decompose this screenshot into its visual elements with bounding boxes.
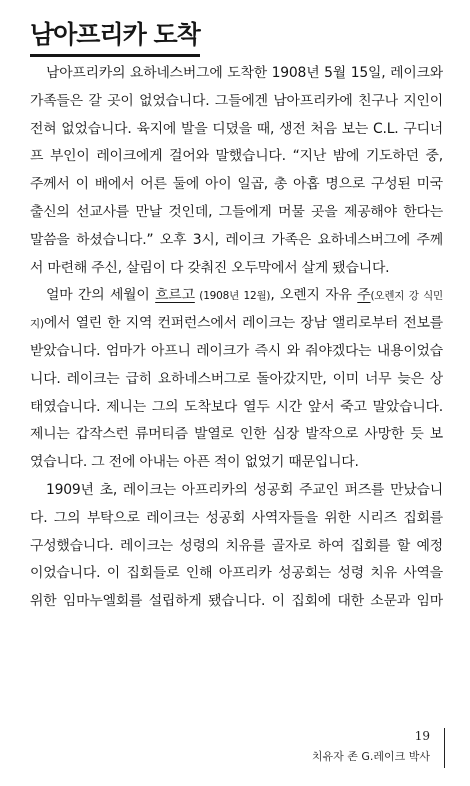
text-run: 얼마 간의 세월이 (46, 287, 156, 304)
paragraph-2 (30, 282, 443, 477)
date-note: (1908년 12월) (194, 290, 271, 303)
footer-divider (444, 728, 445, 768)
text-line: 구성했습니다. 레이크는 성령의 치유를 골자로 하여 집회를 할 예정 (30, 537, 443, 554)
text-line: 말씀을 하셨습니다.” 오후 3시, 레이크 가족은 요하네스버그에 주께 (30, 231, 443, 248)
section-title: 남아프리카 도착 (30, 18, 200, 57)
underlined-text: 흐르고 (155, 287, 195, 304)
text-line: 전혀 없었습니다. 육지에 발을 디뎠을 때, 생전 처음 보는 C.L. 구디너 (30, 120, 443, 137)
text-line: 주께서 이 배에서 어른 둘에 아이 일곱, 총 아홉 명으로 구성된 미국 (30, 176, 443, 193)
text-line (30, 282, 443, 310)
text-line: 1909년 초, 레이크는 아프리카의 성공회 주교인 퍼즈를 만났습니 (46, 481, 443, 498)
running-title: 치유자 존 G.레이크 박사 (311, 750, 430, 763)
place-note: (오렌지 강 식민 (370, 290, 443, 303)
text-line: 남아프리카의 요하네스버그에 도착한 1908년 5월 15일, 레이크와 (46, 65, 443, 81)
text-line: 제니는 갑작스런 류머티즘 발열로 인한 심장 발작으로 사망한 듯 보 (30, 426, 443, 443)
text-line: 이었습니다. 이 집회들로 인해 아프리카 성공회는 성령 치유 사역을 (30, 565, 443, 582)
underlined-text: 주 (357, 287, 371, 304)
paragraph-1 (30, 60, 443, 282)
text-line: 다. 그의 부탁으로 레이크는 성공회 사역자들을 위한 시리즈 집회를 (30, 509, 443, 526)
text-run: , 오렌지 자유 (270, 287, 358, 304)
text-line (30, 310, 443, 338)
text-line: 프 부인이 레이크에게 걸어와 말했습니다. “지난 밤에 기도하던 중, (30, 148, 443, 165)
text-line: 위한 임마누엘회를 설립하게 됐습니다. 이 집회에 대한 소문과 임마 (30, 593, 443, 610)
text-line: 니다. 레이크는 급히 요하네스버그로 돌아갔지만, 이미 너무 늦은 상 (30, 370, 443, 387)
text-line: 였습니다. 그 전에 아내는 아픈 적이 없었기 때문입니다. (30, 454, 359, 471)
text-line: 서 마련해 주신, 살림이 다 갖춰진 오두막에서 살게 됐습니다. (30, 259, 390, 276)
paragraph-3 (30, 477, 443, 616)
body-text (30, 60, 443, 616)
text-run: 에서 열린 한 지역 컨퍼런스에서 레이크는 장남 앨리로부터 전보를 (43, 315, 443, 332)
page-number: 19 (414, 729, 430, 743)
place-note: 지) (30, 318, 44, 331)
text-line: 태였습니다. 제니는 그의 도착보다 열두 시간 앞서 죽고 말았습니다. (30, 398, 443, 415)
text-line: 가족들은 갈 곳이 없었습니다. 그들에겐 남아프리카에 친구나 지인이 (30, 92, 443, 109)
text-line: 받았습니다. 엄마가 아프니 레이크가 즉시 와 줘야겠다는 내용이었습 (30, 342, 443, 359)
text-line: 출신의 선교사를 만날 것인데, 그들에게 머물 곳을 제공해야 한다는 (30, 203, 443, 220)
